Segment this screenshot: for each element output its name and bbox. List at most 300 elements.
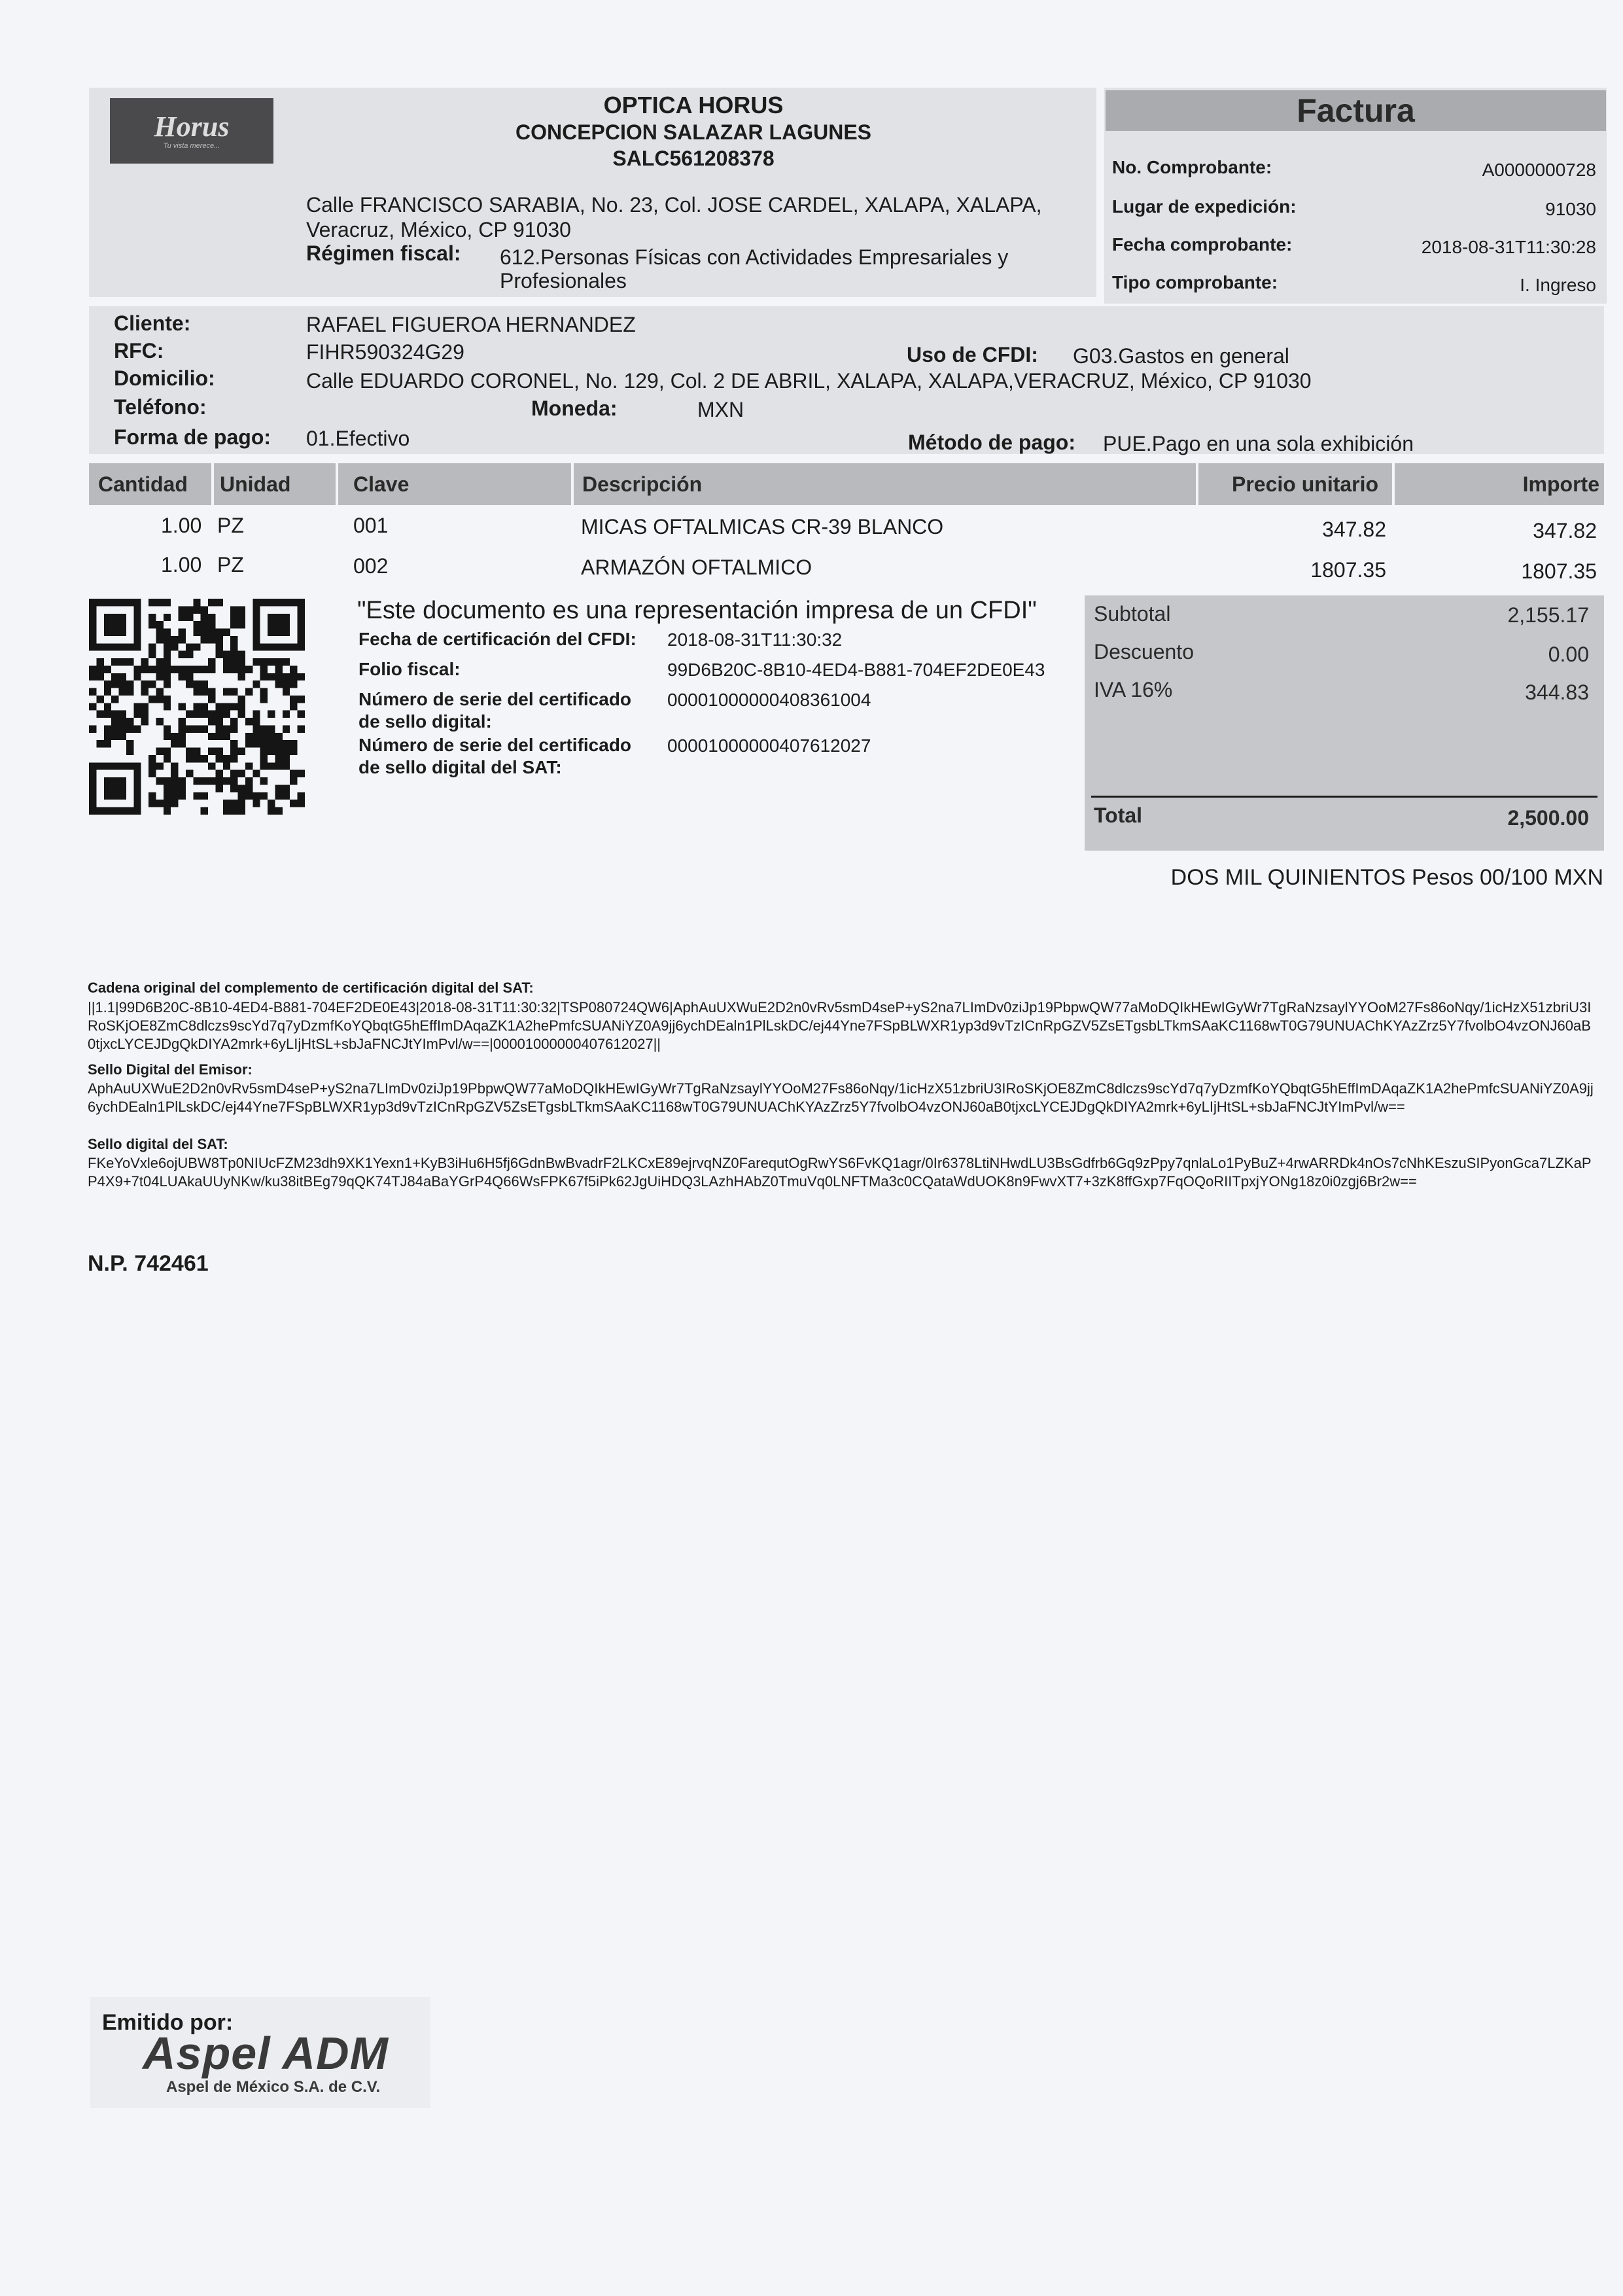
folio-fiscal-value: 99D6B20C-8B10-4ED4-B881-704EF2DE0E43	[667, 660, 1045, 680]
factura-title: Factura	[1106, 90, 1606, 131]
qr-module	[126, 658, 133, 665]
forma-pago-value: 01.Efectivo	[306, 427, 410, 450]
qr-module	[201, 725, 208, 732]
cadena-original-label: Cadena original del complemento de certificación digital del SAT:	[88, 980, 534, 996]
qr-module	[164, 800, 171, 807]
fecha-certificacion-value: 2018-08-31T11:30:32	[667, 629, 843, 650]
qr-module	[164, 673, 171, 680]
qr-module	[164, 725, 171, 732]
qr-module	[215, 748, 222, 755]
qr-module	[164, 651, 171, 658]
qr-module	[193, 725, 200, 732]
sello-emisor-label: Sello Digital del Emisor:	[88, 1061, 253, 1078]
qr-module	[171, 733, 178, 740]
qr-module	[171, 785, 178, 792]
qr-module	[298, 770, 305, 777]
qr-module	[201, 629, 208, 636]
moneda-label: Moneda:	[531, 397, 618, 420]
qr-module	[253, 718, 260, 725]
qr-module	[245, 740, 253, 747]
tipo-comprobante-label: Tipo comprobante:	[1112, 272, 1278, 292]
qr-module	[223, 651, 230, 658]
qr-module	[141, 680, 148, 688]
qr-module	[193, 755, 200, 762]
qr-module	[260, 792, 268, 800]
qr-module	[208, 688, 215, 696]
qr-module	[133, 665, 141, 673]
qr-module	[238, 785, 245, 792]
qr-module	[148, 680, 156, 688]
row-descripcion: ARMAZÓN OFTALMICO	[581, 556, 812, 579]
qr-module	[223, 800, 230, 807]
qr-module	[111, 733, 118, 740]
qr-module	[208, 636, 215, 643]
forma-pago-label: Forma de pago:	[114, 425, 271, 449]
row-descripcion: MICAS OFTALMICAS CR-39 BLANCO	[581, 515, 944, 539]
qr-module	[268, 762, 275, 769]
row-importe: 347.82	[1533, 519, 1597, 542]
qr-module	[201, 606, 208, 613]
qr-module	[119, 711, 126, 718]
qr-module	[164, 696, 171, 703]
qr-module	[268, 673, 275, 680]
qr-module	[156, 636, 163, 643]
qr-module	[179, 614, 186, 621]
cfdi-statement: "Este documento es una representación impresa de un CFDI"	[357, 597, 1037, 624]
qr-module	[193, 748, 200, 755]
qr-module	[208, 711, 215, 718]
descuento-label: Descuento	[1094, 640, 1194, 663]
aspel-brand: Aspel ADM	[143, 2028, 389, 2079]
qr-module	[208, 696, 215, 703]
qr-module	[245, 777, 253, 785]
qr-module	[208, 762, 215, 769]
qr-module	[111, 658, 118, 665]
serie-emisor-label-1: Número de serie del certificado	[358, 689, 632, 709]
serie-sat-label-1: Número de serie del certificado	[358, 735, 632, 755]
qr-module	[283, 748, 290, 755]
qr-module	[201, 665, 208, 673]
qr-module	[186, 665, 193, 673]
qr-module	[238, 658, 245, 665]
qr-module	[238, 606, 245, 613]
qr-module	[245, 665, 253, 673]
qr-module	[148, 621, 156, 628]
qr-module	[230, 643, 237, 650]
qr-module	[111, 696, 118, 703]
qr-module	[119, 718, 126, 725]
fecha-certificacion-label: Fecha de certificación del CFDI:	[358, 629, 637, 649]
qr-module	[275, 807, 282, 815]
qr-module	[215, 777, 222, 785]
qr-module	[179, 792, 186, 800]
col-descripcion: Descripción	[582, 472, 703, 496]
qr-module	[298, 673, 305, 680]
qr-module	[245, 792, 253, 800]
row-cantidad: 1.00	[161, 514, 202, 537]
qr-module	[133, 703, 141, 710]
qr-module	[215, 711, 222, 718]
qr-module	[201, 777, 208, 785]
qr-module	[186, 770, 193, 777]
qr-module	[164, 777, 171, 785]
no-comprobante-label: No. Comprobante:	[1112, 157, 1272, 177]
qr-module	[290, 703, 297, 710]
qr-module	[186, 606, 193, 613]
qr-module	[201, 614, 208, 621]
qr-module	[223, 777, 230, 785]
qr-module	[238, 711, 245, 718]
qr-module	[230, 665, 237, 673]
sello-sat-label: Sello digital del SAT:	[88, 1136, 228, 1152]
serie-emisor-value: 00001000000408361004	[667, 690, 871, 710]
qr-module	[290, 680, 297, 688]
qr-module	[238, 673, 245, 680]
qr-module	[148, 651, 156, 658]
qr-module	[283, 755, 290, 762]
qr-module	[275, 740, 282, 747]
qr-module	[260, 696, 268, 703]
qr-module	[164, 629, 171, 636]
qr-module	[208, 621, 215, 628]
qr-module	[164, 792, 171, 800]
qr-module	[164, 785, 171, 792]
qr-module	[186, 614, 193, 621]
qr-module	[126, 740, 133, 747]
qr-module	[290, 770, 297, 777]
qr-module	[179, 777, 186, 785]
qr-module	[238, 807, 245, 815]
qr-module	[104, 703, 111, 710]
regimen-label: Régimen fiscal:	[306, 241, 461, 265]
qr-module	[164, 733, 171, 740]
folio-fiscal-label: Folio fiscal:	[358, 659, 461, 679]
qr-module	[156, 800, 163, 807]
sello-sat-value: FKeYoVxle6ojUBW8Tp0NIUcFZM23dh9XK1Yexn1+KyB3iHu6H5fj6GdnBwBvadrF2LKCxE89ejrvqNZ0FarequtOgRwYS6FvKQ1agr/0Ir6378LtiNHwdLU3BsGdfrb6Gq9zPpy7qnlaLo1PyBuZ+4rwARRDk4nOs7cNhKEszuSIPyonGca7LZKaPP4X9+7t04LUAkaUUyNKw/ku38itBEg79qQK74TJ84aBaYGrP4Q66WsFPK67f5iPk62JgUiHDQ3LAzhHAbZ0TmuVq0LNFTMa3c0CQataWdUOK8n9FwvXT7+3zK8ffGxp7FqOQoRIITpxjYONg18z0i0zgj6Br2w==	[88, 1155, 1592, 1190]
qr-module	[89, 703, 96, 710]
qr-module	[111, 718, 118, 725]
total-divider	[1091, 796, 1597, 798]
qr-module	[230, 703, 237, 710]
uso-cfdi-label: Uso de CFDI:	[907, 343, 1038, 366]
qr-module	[148, 762, 156, 769]
qr-module	[230, 725, 237, 732]
qr-module	[238, 800, 245, 807]
regimen-value-2: Profesionales	[500, 269, 627, 292]
qr-module	[245, 688, 253, 696]
qr-module	[275, 665, 282, 673]
qr-module	[126, 718, 133, 725]
qr-module	[253, 711, 260, 718]
uso-cfdi-value: G03.Gastos en general	[1073, 344, 1289, 368]
amount-in-words: DOS MIL QUINIENTOS Pesos 00/100 MXN	[1170, 865, 1603, 890]
qr-module	[126, 748, 133, 755]
qr-module	[141, 665, 148, 673]
qr-module	[164, 703, 171, 710]
qr-module	[215, 770, 222, 777]
qr-module	[260, 740, 268, 747]
qr-module	[230, 651, 237, 658]
qr-module	[171, 665, 178, 673]
qr-module	[215, 651, 222, 658]
cadena-original-value: ||1.1|99D6B20C-8B10-4ED4-B881-704EF2DE0E43|2018-08-31T11:30:32|TSP080724QW6|AphAuUXWuE2D2n0vRv5smD4seP+yS2na7LImDv0ziJp19PbpwQW77aMoDQIkHEwIGyWr7TgRaNzsaylYYOoM27Fs86oNqy/1icHzX51zbriU3IRoSKjOE8ZmC8dlczs9scYd7q7yDzmfKoYQbqtG5hEffImDAqaZK1A2hePmfcSUANiYZ0A9jj6ychDEaln1PlLskDC/ej44Yne7FSpBLWXR1yp3d9vTzICnRpGZV5ZsETgsbLTkmSAaKC1168wT0G79UNUAChKYAzZrz5Y7fvolbO4vzONJ60aB0tjxcLYCEJDgQkDIYA2mrk+6yLIjHtSL+sbJaFNCJtYImPvl/w==|00001000000407612027||	[88, 999, 1592, 1052]
row-clave: 002	[353, 554, 389, 578]
qr-module	[268, 711, 275, 718]
qr-module	[156, 688, 163, 696]
col-cantidad: Cantidad	[98, 472, 188, 496]
lugar-expedicion-label: Lugar de expedición:	[1112, 196, 1297, 217]
qr-module	[245, 733, 253, 740]
qr-module	[148, 599, 156, 606]
qr-module	[201, 636, 208, 643]
qr-module	[104, 711, 111, 718]
qr-module	[275, 785, 282, 792]
qr-module	[260, 777, 268, 785]
qr-module	[193, 629, 200, 636]
emisor-rfc: SALC561208378	[612, 147, 775, 170]
qr-module	[96, 740, 103, 747]
qr-module	[186, 673, 193, 680]
qr-module	[223, 629, 230, 636]
qr-module	[275, 755, 282, 762]
qr-module	[230, 658, 237, 665]
qr-module	[298, 711, 305, 718]
moneda-value: MXN	[697, 398, 744, 421]
qr-module	[201, 703, 208, 710]
qr-module	[253, 658, 260, 665]
qr-module	[89, 665, 96, 673]
no-comprobante-value: A0000000728	[1482, 160, 1596, 180]
qr-module	[193, 643, 200, 650]
fecha-comprobante-value: 2018-08-31T11:30:28	[1421, 237, 1596, 257]
qr-module	[298, 725, 305, 732]
serie-sat-label-2: de sello digital del SAT:	[358, 757, 562, 777]
qr-module	[230, 718, 237, 725]
qr-module	[171, 800, 178, 807]
qr-module	[268, 740, 275, 747]
col-clave: Clave	[353, 472, 410, 496]
qr-module	[156, 658, 163, 665]
qr-module	[148, 665, 156, 673]
qr-module	[171, 740, 178, 747]
qr-module	[223, 733, 230, 740]
rfc-value: FIHR590324G29	[306, 340, 464, 364]
qr-module	[215, 629, 222, 636]
qr-module	[193, 688, 200, 696]
qr-module	[148, 770, 156, 777]
row-unidad: PZ	[217, 553, 244, 576]
qr-module	[193, 621, 200, 628]
qr-module	[223, 703, 230, 710]
qr-module	[260, 748, 268, 755]
regimen-value-1: 612.Personas Físicas con Actividades Empresariales y	[500, 245, 1009, 269]
qr-module	[141, 703, 148, 710]
qr-module	[104, 733, 111, 740]
emisor-owner: CONCEPCION SALAZAR LAGUNES	[515, 120, 871, 144]
qr-module	[275, 673, 282, 680]
qr-module	[230, 740, 237, 747]
qr-module	[171, 643, 178, 650]
row-importe: 1807.35	[1521, 559, 1597, 583]
qr-module	[193, 703, 200, 710]
qr-module	[164, 748, 171, 755]
qr-module	[230, 770, 237, 777]
aspel-company: Aspel de México S.A. de C.V.	[166, 2078, 381, 2096]
col-unidad: Unidad	[220, 472, 291, 496]
qr-module	[201, 807, 208, 815]
qr-module	[186, 711, 193, 718]
qr-module	[275, 792, 282, 800]
qr-module	[230, 785, 237, 792]
qr-module	[171, 636, 178, 643]
qr-module	[141, 688, 148, 696]
qr-module	[179, 703, 186, 710]
qr-module	[193, 680, 200, 688]
qr-module	[238, 651, 245, 658]
qr-module	[223, 711, 230, 718]
row-cantidad: 1.00	[161, 553, 202, 576]
qr-module	[171, 792, 178, 800]
domicilio-label: Domicilio:	[114, 366, 215, 390]
qr-module	[290, 673, 297, 680]
qr-module	[223, 762, 230, 769]
qr-module	[283, 658, 290, 665]
qr-module	[111, 680, 118, 688]
qr-module	[253, 733, 260, 740]
qr-module	[201, 792, 208, 800]
qr-module	[215, 785, 222, 792]
qr-module	[223, 807, 230, 815]
row-clave: 001	[353, 514, 389, 537]
qr-module	[208, 748, 215, 755]
qr-module	[245, 785, 253, 792]
qr-module	[290, 740, 297, 747]
qr-module	[230, 621, 237, 628]
qr-module	[141, 711, 148, 718]
header-separator	[571, 463, 574, 505]
qr-module	[156, 748, 163, 755]
qr-module	[223, 755, 230, 762]
qr-module	[141, 718, 148, 725]
total-value: 2,500.00	[1507, 806, 1589, 830]
qr-module	[245, 762, 253, 769]
serie-sat-value: 00001000000407612027	[667, 735, 871, 756]
qr-module	[215, 599, 222, 606]
qr-module	[275, 680, 282, 688]
qr-module	[164, 807, 171, 815]
qr-module	[283, 711, 290, 718]
qr-module	[208, 718, 215, 725]
header-separator	[336, 463, 338, 505]
qr-module	[96, 673, 103, 680]
qr-module	[208, 629, 215, 636]
qr-module	[96, 658, 103, 665]
qr-module	[215, 636, 222, 643]
qr-module	[179, 606, 186, 613]
qr-module	[126, 725, 133, 732]
qr-module	[290, 800, 297, 807]
qr-module	[201, 755, 208, 762]
qr-module	[260, 725, 268, 732]
np-number: N.P. 742461	[88, 1251, 209, 1276]
qr-module	[193, 711, 200, 718]
qr-module	[283, 792, 290, 800]
metodo-pago-value: PUE.Pago en una sola exhibición	[1103, 432, 1414, 455]
qr-module	[193, 777, 200, 785]
qr-module	[96, 665, 103, 673]
qr-module	[208, 665, 215, 673]
qr-module	[193, 792, 200, 800]
qr-module	[230, 636, 237, 643]
metodo-pago-label: Método de pago:	[908, 431, 1075, 454]
qr-module	[156, 777, 163, 785]
qr-module	[156, 718, 163, 725]
qr-module	[208, 614, 215, 621]
qr-module	[119, 733, 126, 740]
qr-module	[260, 755, 268, 762]
qr-module	[290, 748, 297, 755]
qr-module	[230, 777, 237, 785]
qr-module	[283, 785, 290, 792]
qr-module	[179, 785, 186, 792]
qr-module	[208, 599, 215, 606]
qr-module	[164, 636, 171, 643]
emisor-name: OPTICA HORUS	[603, 92, 784, 118]
qr-module	[171, 762, 178, 769]
qr-module	[290, 665, 297, 673]
qr-module	[179, 673, 186, 680]
qr-module	[223, 688, 230, 696]
qr-module	[148, 614, 156, 621]
qr-module	[111, 711, 118, 718]
qr-module	[298, 696, 305, 703]
qr-module	[89, 725, 96, 732]
qr-module	[268, 725, 275, 732]
qr-module	[193, 665, 200, 673]
qr-module	[245, 718, 253, 725]
cliente-label: Cliente:	[114, 311, 191, 335]
qr-module	[179, 733, 186, 740]
qr-module	[201, 711, 208, 718]
qr-module	[223, 725, 230, 732]
qr-module	[171, 777, 178, 785]
qr-module	[164, 665, 171, 673]
qr-code	[89, 599, 305, 815]
qr-module	[164, 643, 171, 650]
qr-module	[283, 680, 290, 688]
emitido-label: Emitido por:	[102, 2010, 234, 2035]
qr-module	[201, 621, 208, 628]
qr-module	[164, 755, 171, 762]
header-separator	[1392, 463, 1395, 505]
qr-module	[268, 800, 275, 807]
qr-module	[215, 755, 222, 762]
qr-module	[119, 688, 126, 696]
qr-module	[171, 770, 178, 777]
qr-module	[186, 680, 193, 688]
qr-module	[230, 807, 237, 815]
qr-module	[215, 703, 222, 710]
qr-module	[186, 725, 193, 732]
qr-module	[89, 688, 96, 696]
qr-module	[104, 740, 111, 747]
qr-module	[260, 733, 268, 740]
qr-module	[179, 651, 186, 658]
qr-module	[215, 718, 222, 725]
qr-module	[298, 800, 305, 807]
logo-subtext: Tu vista merece...	[163, 142, 220, 150]
col-importe: Importe	[1522, 472, 1599, 496]
